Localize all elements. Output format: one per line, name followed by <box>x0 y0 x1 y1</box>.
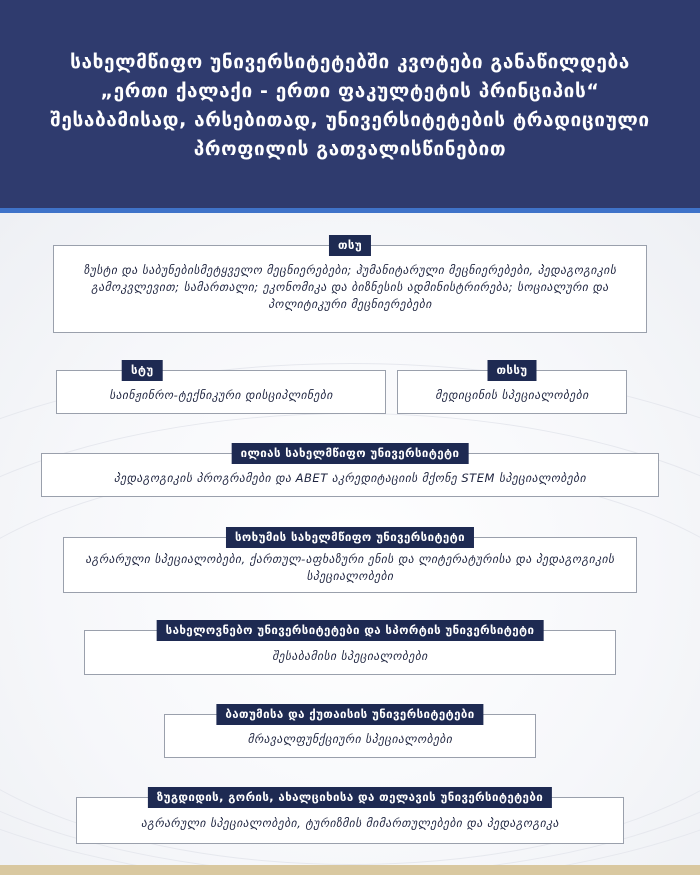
card-label: თსსუ <box>488 360 537 381</box>
card-label: ილიას სახელმწიფო უნივერსიტეტი <box>232 443 469 464</box>
card-label: ბათუმისა და ქუთაისის უნივერსიტეტები <box>216 704 483 725</box>
card-sokhumi <box>63 530 637 593</box>
card-iliauni <box>41 446 659 497</box>
card-body: პედაგოგიკის პროგრამები და ABET აკრედიტაციის მქონე STEM სპეციალობები <box>113 471 587 485</box>
card-label: სტუ <box>122 360 163 381</box>
card-body: საინჟინრო-ტექნიკური დისციპლინები <box>109 388 333 402</box>
card-tssu <box>397 363 627 414</box>
card-stu <box>56 363 386 414</box>
card-label: ზუგდიდის, გორის, ახალციხისა და თელავის უნივერსიტეტები <box>148 787 552 808</box>
card-tsu <box>53 238 647 333</box>
card-body: შესაბამისი სპეციალობები <box>272 649 428 663</box>
header-banner <box>0 0 700 213</box>
card-body: აგრარული სპეციალობები, ქართულ-აფხაზური ენის და ლიტერატურისა და პედაგოგიკის სპეციალობები <box>85 552 615 583</box>
card-regional <box>76 790 624 844</box>
card-arts-sports <box>84 623 616 675</box>
card-label: სოხუმის სახელმწიფო უნივერსიტეტი <box>226 527 474 548</box>
card-body: მრავალფუნქციური სპეციალობები <box>247 732 453 746</box>
card-body: ზუსტი და საბუნებისმეტყველო მეცნიერებები; ჰუმანიტარული მეცნიერებები, პედაგოგიკის გამოკვლევით; სამართალი; ეკონომიკა და ბიზნესის ადმინისტრირება; სოციალური და პოლიტიკური მეცნიერებები <box>83 263 617 311</box>
card-body: აგრარული სპეციალობები, ტურიზმის მიმართულებები და პედაგოგიკა <box>141 816 559 830</box>
card-body: მედიცინის სპეციალობები <box>435 388 589 402</box>
footer-bar <box>0 865 700 875</box>
card-batumi-kutaisi <box>164 707 536 758</box>
card-label: თსუ <box>329 235 371 256</box>
page-title: სახელმწიფო უნივერსიტეტებში კვოტები განაწილდება „ერთი ქალაქი - ერთი ფაკულტეტის პრინციპის“ შესაბამისად, არსებითად, უნივერსიტეტების ტრადიციული პროფილის გათვალისწინებით <box>50 51 650 160</box>
card-label: სახელოვნებო უნივერსიტეტები და სპორტის უნივერსიტეტი <box>157 620 544 641</box>
